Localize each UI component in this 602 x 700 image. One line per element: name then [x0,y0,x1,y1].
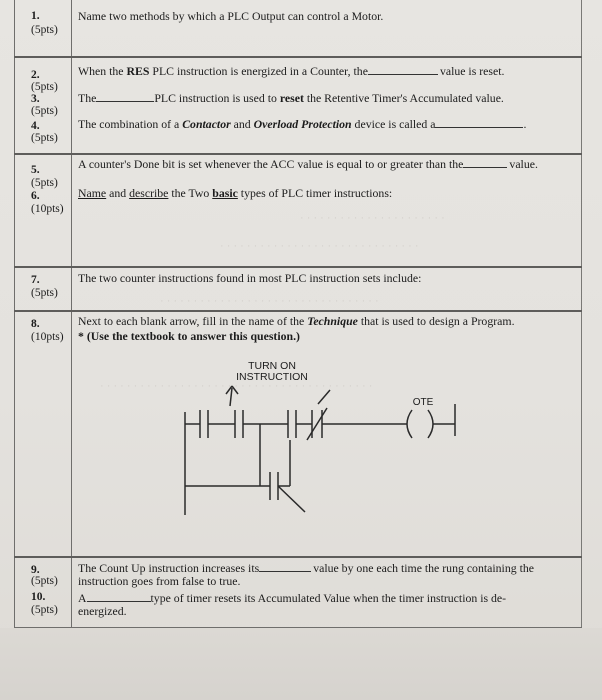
question-points: (5pts) [31,132,58,144]
question-number: 3. [31,93,40,105]
question-points: (5pts) [31,105,58,117]
question-number: 6. [31,190,40,202]
blank-arrow [232,386,238,394]
question-number: 9. [31,564,40,576]
question-points: (5pts) [31,81,58,93]
bleed-through-marks: · · · · · · · · · · · · · · · · · · · · · · · · · · · · · · · · · [160,295,379,307]
bleed-through-marks: · · · · · · · · · · · · · · · · · · · · · · · · · · · · · · · · · · · · · · · · · [100,380,373,392]
question-text: When the RES PLC instruction is energized in a Counter, the value is reset. [78,64,505,78]
turn-on-instruction-label: INSTRUCTION [236,371,308,383]
question-number: 5. [31,164,40,176]
bleed-through-marks: · · · · · · · · · · · · · · · · · · · · · · · · · · · · · · [220,240,419,252]
question-number: 10. [31,591,46,603]
answer-blank[interactable] [87,591,151,602]
question-points: (5pts) [31,604,58,616]
ote-label: OTE [412,397,434,408]
question-text: A counter's Done bit is set whenever the ACC value is equal to or greater than the value. [78,157,538,171]
question-text: Name two methods by which a PLC Output can control a Motor. [78,9,384,23]
question-number: 1. [31,10,40,22]
blank-arrow [230,388,232,406]
question-points: (5pts) [31,24,58,36]
ote-coil [407,410,412,438]
question-number: 7. [31,274,40,286]
answer-blank[interactable] [259,561,311,572]
question-note: * (Use the textbook to answer this question.) [78,329,300,343]
question-number: 2. [31,69,40,81]
branch-stroke [278,486,305,512]
question-text: A type of timer resets its Accumulated Value when the timer instruction is de- [78,591,507,605]
question-number: 4. [31,120,40,132]
question-number: 8. [31,318,40,330]
question-text: The combination of a Contactor and Overload Protection device is called a . [78,117,527,131]
blank-arrow [318,390,330,404]
question-text: The two counter instructions found in most PLC instruction sets include: [78,271,422,285]
question-text: Name and describe the Two basic types of PLC timer instructions: [78,186,393,200]
ote-coil [428,410,433,438]
question-text: The PLC instruction is used to reset the Retentive Timer's Accumulated value. [78,91,504,105]
question-points: (5pts) [31,575,58,587]
question-points: (10pts) [31,331,64,343]
question-text: Next to each blank arrow, fill in the name of the Technique that is used to design a Program. [78,314,515,328]
question-text: The Count Up instruction increases its value by one each time the rung containing the [78,561,534,575]
turn-on-instruction-label: TURN ON [248,360,296,372]
question-points: (5pts) [31,287,58,299]
page-bottom-margin [0,628,602,700]
question-text: energized. [78,604,127,618]
question-points: (10pts) [31,203,64,215]
bleed-through-marks: · · · · · · · · · · · · · · · · · · · · · · [300,212,445,224]
question-points: (5pts) [31,177,58,189]
question-text: instruction goes from false to true. [78,574,241,588]
